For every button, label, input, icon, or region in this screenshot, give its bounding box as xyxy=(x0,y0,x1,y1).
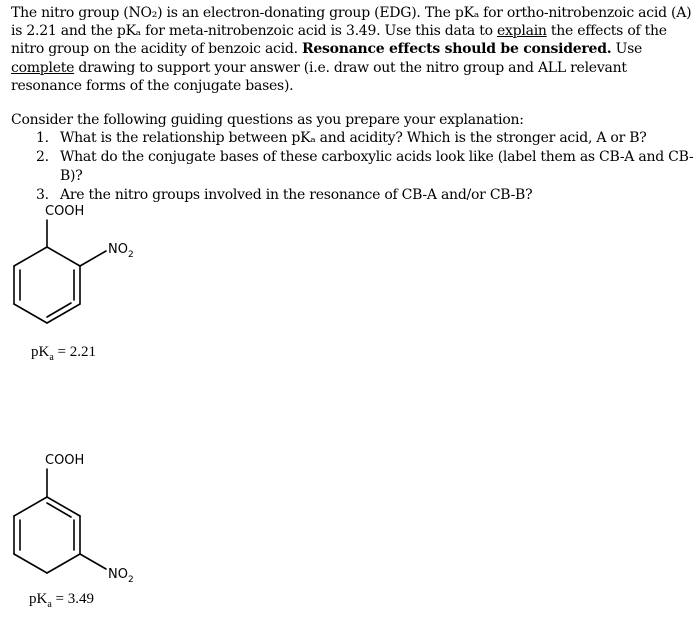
question-number: 2. xyxy=(36,149,49,165)
question-text: Are the nitro groups involved in the resonance of CB-A and/or CB-B? xyxy=(60,187,533,203)
ring-bond xyxy=(14,497,47,516)
question-text-2: the effects of the nitro group on the acidity of benzoic acid. xyxy=(11,23,667,58)
inner-double-bond xyxy=(47,303,71,317)
question-text: What do the conjugate bases of these carboxylic acids look like (label them as CB-A and CB-B)? xyxy=(60,149,694,184)
ring-bond xyxy=(14,554,47,573)
question-number: 1. xyxy=(36,130,49,146)
question-number: 3. xyxy=(36,187,49,203)
guiding-intro: Consider the following guiding questions as you prepare your explanation: xyxy=(11,112,524,128)
structure-a-ortho-nitrobenzoic-acid xyxy=(14,220,106,323)
complete-underlined: complete xyxy=(11,59,75,76)
inner-double-bond xyxy=(47,503,71,517)
resonance-bold-text: Resonance effects should be considered. xyxy=(302,41,612,58)
nitro-bond xyxy=(80,251,106,266)
ring-bond xyxy=(47,247,80,266)
pka-label-a: $pK_a = 2.21$ xyxy=(31,344,97,363)
question-text: What is the relationship between pKₐ and acidity? Which is the stronger acid, A or B? xyxy=(60,130,647,146)
pka-label-b: $pK_a = 3.49$ xyxy=(29,591,95,610)
question-text-4: drawing to support your answer (i.e. draw out the nitro group and ALL relevant resonance forms of the conjugate bases). xyxy=(11,59,627,94)
structure-b-meta-nitrobenzoic-acid xyxy=(14,469,106,573)
ring-bond xyxy=(47,554,80,573)
question-text-1: The nitro group (NO₂) is an electron-donating group (EDG). The pKₐ for ortho-nitrobenzoic acid (A) is 2.21 and the pKₐ for meta-nitrobenzoic acid is 3.49. Use this data to xyxy=(11,5,692,40)
nitro-bond xyxy=(80,554,106,569)
no2-label-a: $NO_2$ xyxy=(108,242,134,260)
no2-label-b: $NO_2$ xyxy=(108,567,134,585)
cooh-label-b: COOH xyxy=(45,453,85,468)
ring-bond xyxy=(14,247,47,266)
ring-bond xyxy=(14,304,47,323)
cooh-label-a: COOH xyxy=(45,204,85,219)
explain-underlined: explain xyxy=(496,23,547,40)
question-text-3: Use xyxy=(611,41,643,58)
